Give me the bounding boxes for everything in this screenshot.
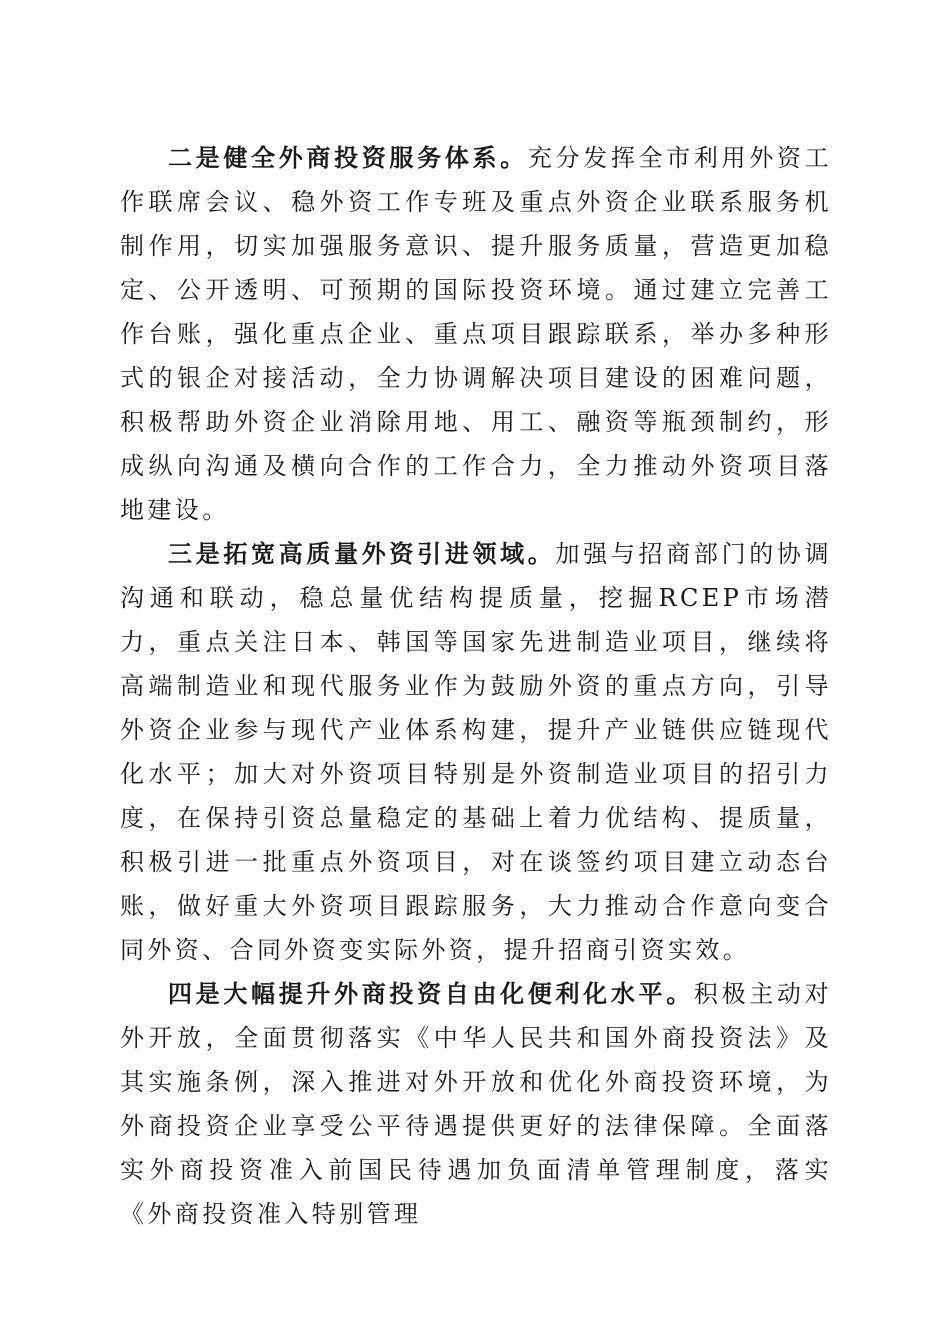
document-body [120,136,832,1236]
paragraph-text: 积极主动对外开放，全面贯彻落实《中华人民共和国外商投资法》及其实施条例，深入推进对外开放和优化外商投资环境，为外商投资企业享受公平待遇提供更好的法律保障。全面落实外商投资准入前国民待遇加负面清单管理制度，落实《外商投资准入特别管理 [120,980,833,1228]
paragraph-heading: 二是健全外商投资服务体系。 [168,143,528,172]
paragraph-investment-fields [120,532,832,972]
paragraph-text: 充分发挥全市利用外资工作联席会议、稳外资工作专班及重点外资企业联系服务机制作用，切实加强服务意识、提升服务质量，营造更加稳定、公开透明、可预期的国际投资环境。通过建立完善工作台账，强化重点企业、重点项目跟踪联系，举办多种形式的银企对接活动，全力协调解决项目建设的困难问题，积极帮助外资企业消除用地、用工、融资等瓶颈制约，形成纵向沟通及横向合作的工作合力，全力推动外资项目落地建设。 [120,144,832,524]
paragraph-liberalization [120,972,832,1236]
paragraph-service-system [120,136,832,532]
paragraph-heading: 四是大幅提升外商投资自由化便利化水平。 [168,979,694,1008]
paragraph-heading: 三是拓宽高质量外资引进领域。 [168,539,556,568]
paragraph-text: 加强与招商部门的协调沟通和联动，稳总量优结构提质量，挖掘RCEP市场潜力，重点关注日本、韩国等国家先进制造业项目，继续将高端制造业和现代服务业作为鼓励外资的重点方向，引导外资企业参与现代产业体系构建，提升产业链供应链现代化水平；加大对外资项目特别是外资制造业项目的招引力度，在保持引资总量稳定的基础上着力优结构、提质量，积极引进一批重点外资项目，对在谈签约项目建立动态台账，做好重大外资项目跟踪服务，大力推动合作意向变合同外资、合同外资变实际外资，提升招商引资实效。 [120,540,832,964]
